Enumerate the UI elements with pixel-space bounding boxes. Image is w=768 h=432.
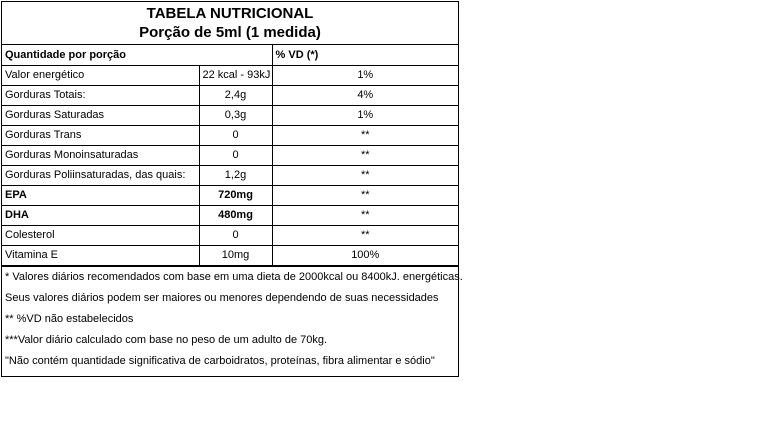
nutrient-name: Gorduras Poliinsaturadas, das quais: [2,165,199,185]
nutrition-facts-table [1,1,463,377]
nutrient-amount: 480mg [199,205,272,225]
nutrient-name: Valor energético [2,65,199,85]
nutrient-amount: 22 kcal - 93kJ [199,65,272,85]
nutrient-name: Colesterol [2,225,199,245]
footnote: "Não contém quantidade significativa de carboidratos, proteínas, fibra alimentar e sódio" [5,354,435,367]
table-row [2,185,458,205]
nutrient-vd: 100% [272,245,458,265]
nutrient-name: Gorduras Saturadas [2,105,199,125]
footnote: ***Valor diário calculado com base no peso de um adulto de 70kg. [5,333,328,346]
nutrient-vd: ** [272,165,458,185]
nutrient-name: DHA [2,205,199,225]
header-quantity: Quantidade por porção [2,45,272,65]
nutrient-amount: 10mg [199,245,272,265]
nutrient-vd: ** [272,225,458,245]
table-row [2,225,458,245]
nutrient-amount: 0,3g [199,105,272,125]
table-row [2,245,458,265]
table-row [2,105,458,125]
header-vd: % VD (*) [272,45,458,65]
nutrient-vd: 4% [272,85,458,105]
nutrient-vd: 1% [272,105,458,125]
footnotes [2,266,463,372]
table-row [2,125,458,145]
title-block [2,2,458,45]
table-row [2,145,458,165]
header-row [2,45,458,65]
serving-size: Porção de 5ml (1 medida) [139,24,321,41]
table-row [2,65,458,85]
table-row [2,165,458,185]
nutrient-amount: 0 [199,225,272,245]
nutrient-name: EPA [2,185,199,205]
nutrient-amount: 720mg [199,185,272,205]
nutrient-name: Gorduras Totais: [2,85,199,105]
nutrient-name: Vitamina E [2,245,199,265]
footnote: ** %VD não estabelecidos [5,312,134,325]
nutrient-amount: 0 [199,125,272,145]
table-row [2,205,458,225]
footnote: * Valores diários recomendados com base em uma dieta de 2000kcal ou 8400kJ. energéticas. [5,270,463,283]
nutrient-vd: ** [272,125,458,145]
nutrient-vd: ** [272,205,458,225]
nutrient-amount: 0 [199,145,272,165]
table-row [2,85,458,105]
nutrient-amount: 2,4g [199,85,272,105]
nutrient-vd: ** [272,145,458,165]
table-title: TABELA NUTRICIONAL [146,5,314,22]
footnote: Seus valores diários podem ser maiores ou menores dependendo de suas necessidades [5,291,439,304]
nutrient-name: Gorduras Monoinsaturadas [2,145,199,165]
nutrient-amount: 1,2g [199,165,272,185]
nutrient-vd: ** [272,185,458,205]
nutrient-name: Gorduras Trans [2,125,199,145]
nutrient-vd: 1% [272,65,458,85]
nutrient-grid [2,45,458,266]
